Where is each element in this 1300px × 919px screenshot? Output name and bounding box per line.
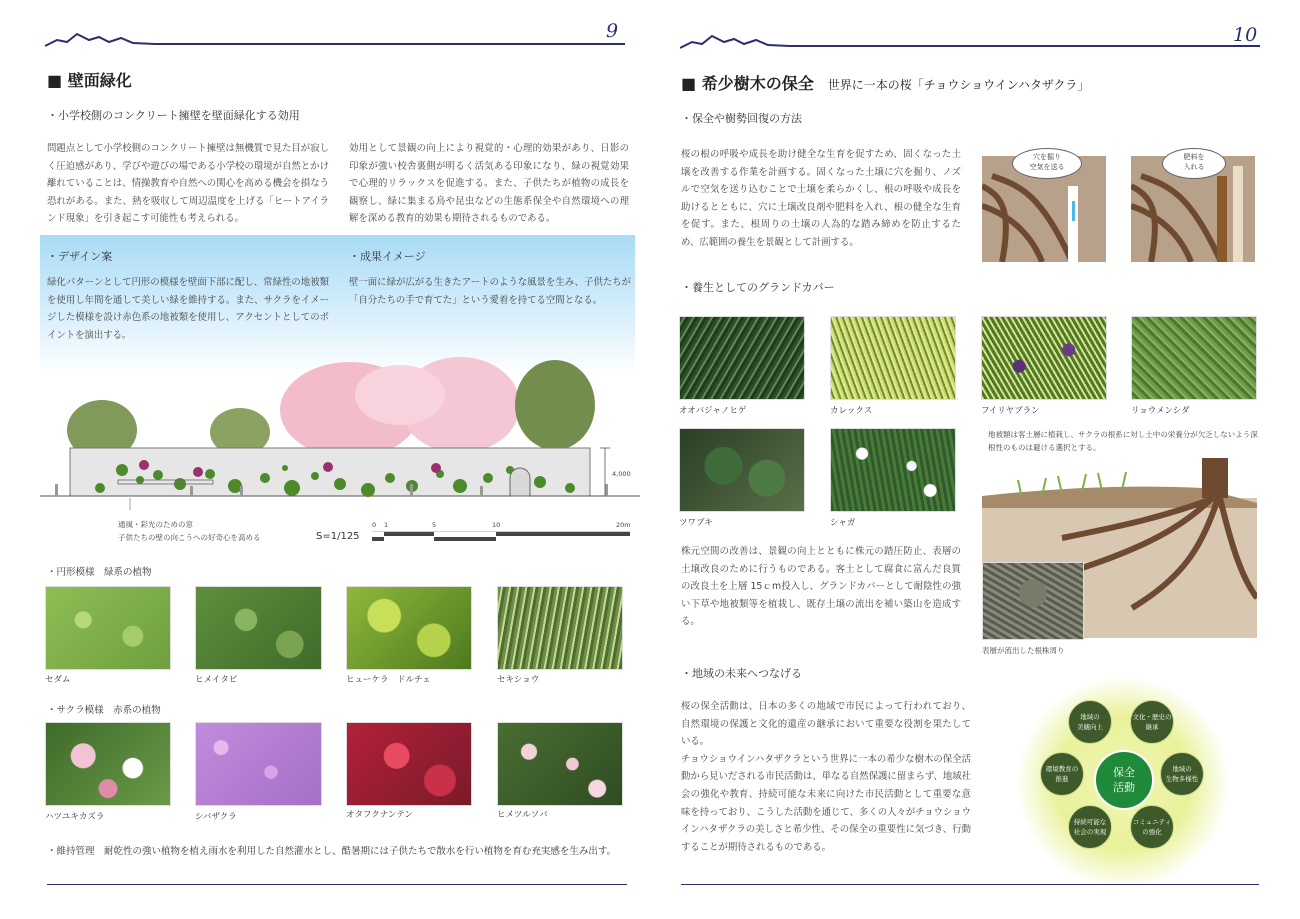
footer-line-right — [681, 884, 1259, 885]
caption-shibazakura: シバザクラ — [195, 812, 237, 822]
scale-label: S=1/125 — [316, 531, 360, 542]
section-subtitle: ・小学校側のコンクリート擁壁を壁面緑化する効用 — [47, 109, 300, 122]
bubble-community: コミュニティ の強化 — [1130, 805, 1174, 849]
activity-center: 保全 活動 — [1094, 750, 1154, 810]
arched-window — [510, 468, 530, 496]
cover-text: 株元空間の改善は、景観の向上とともに株元の踏圧防止、表層の土壌改良のために行うものである。客土として腐食に富んだ良質の改良土を上層 15ｃm投入し、グランドカバーとして耐陰性の強い下草や地被類等を植栽し、既存土壌の流出を補い築山を造成する。 — [681, 546, 961, 628]
bubble-bikan: 地域の 美観向上 — [1068, 700, 1112, 744]
red-plants-heading: ・サクラ模様 赤系の植物 — [47, 705, 161, 716]
caption-ryoumenshida: リョウメンシダ — [1131, 406, 1190, 416]
caption-shaga: シャガ — [830, 518, 856, 528]
cover-heading: ・養生としてのグランドカバー — [681, 281, 835, 294]
elevation-height-label: 4,000 — [612, 470, 631, 478]
title-text: 壁面緑化 — [67, 71, 132, 90]
photo-himeitabi — [195, 586, 322, 670]
caption-otafukunanten: オタフクナンテン — [346, 810, 413, 820]
design-text: 緑化パターンとして円形の模様を壁面下部に配し、常緑性の地被類を使用し年間を通して美しい緑を維持する。また、サクラをイメージした模様を設け赤色系の地被類を使用し、アクセントとしてのポイントを演出する。 — [47, 277, 329, 341]
mountain-header-right — [680, 30, 1260, 50]
bubble-jizoku: 持続可能な 社会の実現 — [1068, 805, 1112, 849]
photo-carex — [830, 316, 956, 400]
cover-note: 地被類は客土層に植栽し、サクラの根系に対し土中の栄養分が欠乏しないよう深根性のものは避ける選択とする。 — [988, 430, 1258, 452]
photo-oobajanohige — [679, 316, 805, 400]
window-note-2: 子供たちの壁の向こうへの好奇心を高める — [118, 533, 261, 542]
photo-heuchera — [346, 586, 472, 670]
page-title-left: ■ 壁面緑化 — [47, 71, 132, 90]
photo-eroded-roots — [982, 562, 1084, 640]
bubble-seibutsu: 地域の 生物多様性 — [1160, 752, 1204, 796]
photo-sedum — [45, 586, 171, 670]
root-photo-caption: 表層が流出した根株周り — [982, 646, 1065, 655]
photo-hatsuyukikazura — [45, 722, 171, 806]
bubble-air: 穴を掘り 空気を送る — [1012, 148, 1082, 179]
maintenance-note: ・維持管理 耐乾性の強い植物を植え雨水を利用した自然灌水とし、酷暑期には子供たちで散水を行い植物を育む充実感を生み出す。 — [47, 846, 617, 857]
result-text: 壁一面に緑が広がる生きたアートのような風景を生み、子供たちが「自分たちの手で育てた」という愛着を持てる空間となる。 — [349, 277, 631, 306]
bubble-fertilizer: 肥料を 入れる — [1162, 148, 1226, 179]
future-heading: ・地域の未来へつなげる — [681, 667, 802, 680]
intro-col-1: 問題点として小学校側のコンクリート擁壁は無機質で見た目が寂しく圧迫感があり、学びや遊びの場である小学校の環境が自然とかけ離れていることは、情操教育や自然への関心を高める機会を損なう恐れがある。また、熱を吸収して周辺温度を上げる「ヒートアイランド現象」を引き起こす可能性も考えられる。 — [47, 143, 329, 225]
caption-oobajanohige: オオバジャノヒゲ — [679, 406, 747, 416]
scale-bar — [372, 531, 632, 543]
page-number-left: 9 — [606, 20, 619, 42]
result-heading: ・成果イメージ — [349, 250, 426, 263]
future-text: 桜の保全活動は、日本の多くの地域で市民によって行われており、自然環境の保護と文化的遺産の継承において重要な役割を果たしている。 チョウショウインハタザクラという世界に一本の希少な樹木の保全活動から見いだされる市民活動は、単なる自然保護に留まらず、地域社会の強化や教育、持続可能な未来に向けた市民活動として重要な意味を持っており、こうした活動を通じて、多くの人々がチョウショウインハタザクラの美しさと希少性、その保全の重要性に気づき、行動することが期待されるものである。 — [681, 701, 971, 853]
green-plants-heading: ・円形模様 緑系の植物 — [47, 567, 152, 578]
scale-tick-20: 20m — [616, 521, 631, 529]
page-title-right: ■ 希少樹木の保全 世界に一本の桜「チョウショウインハタザクラ」 — [681, 74, 1090, 93]
photo-tsuwabuki — [679, 428, 805, 512]
caption-hatsuyukikazura: ハツユキカズラ — [45, 812, 105, 822]
caption-heuchera: ヒューケラ ドルチェ — [346, 675, 431, 685]
bubble-kyouiku: 環境教育の 推進 — [1040, 752, 1084, 796]
scale-tick-5: 5 — [432, 521, 437, 529]
caption-sedum: セダム — [45, 675, 71, 685]
photo-fuiriyaburan — [981, 316, 1107, 400]
scale-tick-0: 0 — [372, 521, 377, 529]
page-number-right: 10 — [1233, 24, 1258, 46]
title-text: 希少樹木の保全 — [701, 74, 814, 93]
window-note-1: 通風・彩光のための窓 — [118, 520, 193, 529]
method-heading: ・保全や樹勢回復の方法 — [681, 112, 802, 125]
caption-fuiriyaburan: フイリヤブラン — [981, 406, 1040, 416]
footer-line-left — [47, 884, 627, 885]
photo-shibazakura — [195, 722, 322, 806]
caption-himeitabi: ヒメイタビ — [195, 675, 238, 685]
photo-ryoumenshida — [1131, 316, 1257, 400]
scale-tick-10: 10 — [492, 521, 501, 529]
scale-tick-1: 1 — [384, 521, 389, 529]
mountain-header-left — [45, 28, 625, 48]
title-subtitle: 世界に一本の桜「チョウショウインハタザクラ」 — [827, 78, 1090, 92]
photo-himetsurusoba — [497, 722, 623, 806]
bubble-bunka: 文化・歴史の 継承 — [1130, 700, 1174, 744]
intro-col-2: 効用として景観の向上により視覚的・心理的効果があり、日影の印象が強い校舎裏側が明るく活気ある印象になり、緑の視覚効果で心理的リラックスを促進する。また、子供たちが植物の成長を観察し、緑に集まる鳥や昆虫などの生態系保全や自然環境への理解を深める教育的効果も期待されるものである。 — [349, 143, 629, 225]
design-heading: ・デザイン案 — [47, 250, 113, 263]
method-text: 桜の根の呼吸や成長を助け健全な生育を促すため、固くなった土壌を改善する作業を計画する。固くなった土壌に穴を掘り、ノズルで空気を送り込むことで土壌を柔らかくし、根の呼吸や成長を助けるとともに、穴に土壌改良剤や肥料を入れ、根の健全な生育を促す。また、根周りの土壌の人為的な踏み締めを防止するため、広範囲の養生を景観として計画する。 — [681, 149, 961, 248]
caption-himetsurusoba: ヒメツルソバ — [497, 810, 548, 820]
photo-sekishou — [497, 586, 623, 670]
tree-right — [515, 360, 595, 450]
caption-sekishou: セキショウ — [497, 675, 540, 685]
caption-carex: カレックス — [830, 406, 873, 416]
caption-tsuwabuki: ツワブキ — [679, 518, 713, 528]
photo-shaga — [830, 428, 956, 512]
photo-otafukunanten — [346, 722, 472, 806]
wall-elevation-illustration — [40, 350, 640, 510]
